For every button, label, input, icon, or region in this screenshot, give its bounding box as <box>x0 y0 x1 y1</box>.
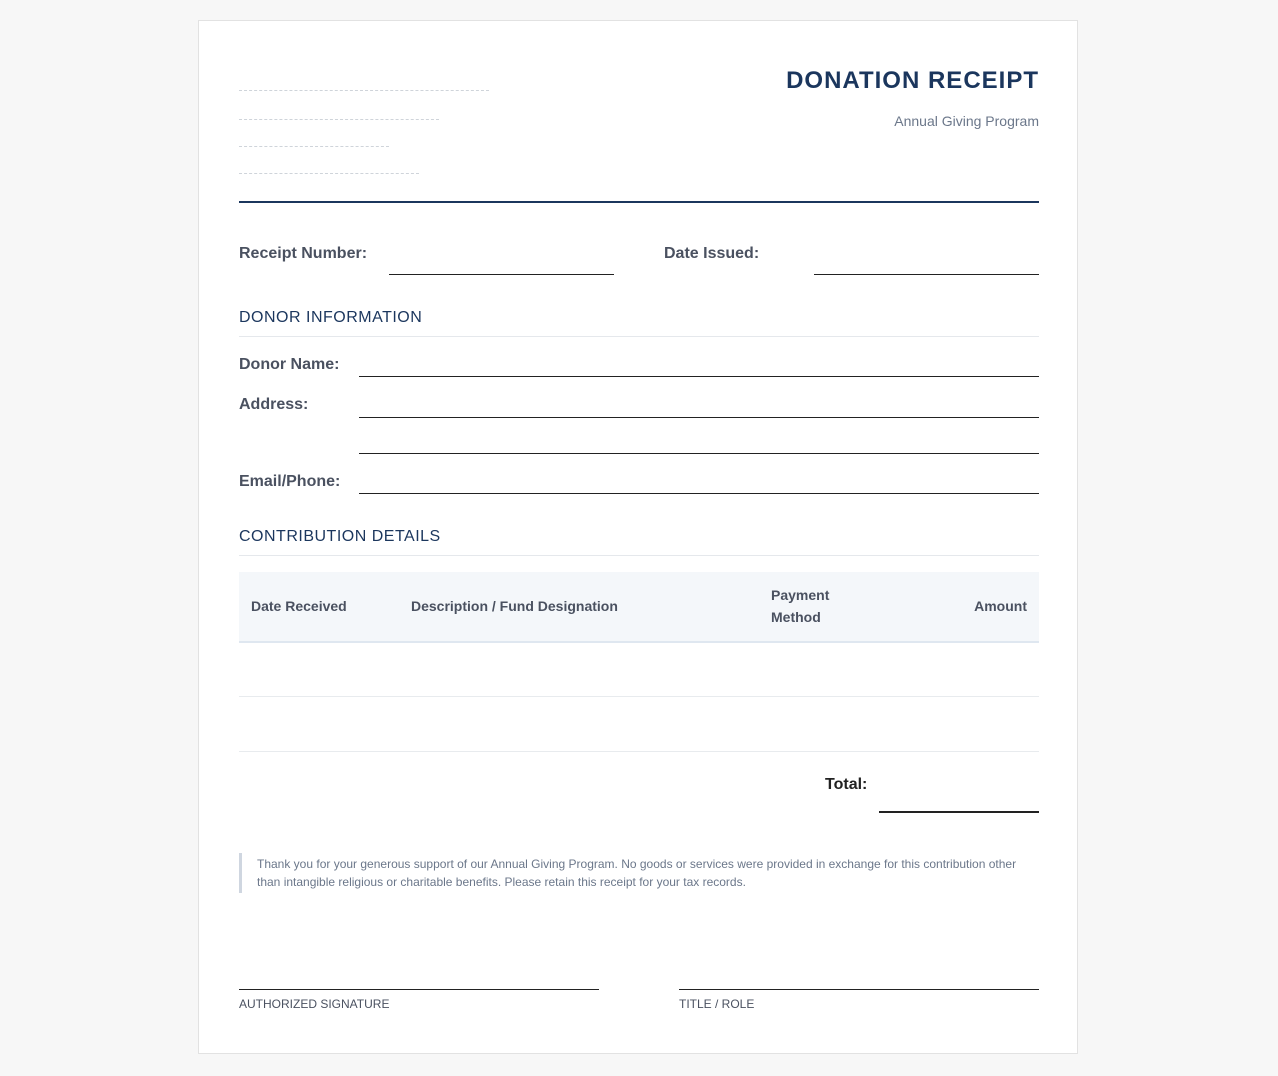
receipt-number-label: Receipt Number: <box>239 245 368 262</box>
donor-name-field[interactable] <box>359 376 1039 377</box>
total-label: Total: <box>825 776 868 793</box>
column-amount: Amount <box>974 598 1027 614</box>
title-role-label: TITLE / ROLE <box>679 997 755 1011</box>
column-payment-method: Payment Method <box>771 587 830 625</box>
donor-name-label: Donor Name: <box>239 356 340 373</box>
email-phone-label: Email/Phone: <box>239 473 341 490</box>
address-field-line-2[interactable] <box>359 453 1039 454</box>
document-title: DONATION RECEIPT <box>786 67 1039 94</box>
header-divider <box>239 201 1039 203</box>
date-issued-label: Date Issued: <box>664 245 760 262</box>
address-label: Address: <box>239 396 309 413</box>
thank-you-note: Thank you for your generous support of our Annual Giving Program. No goods or services were provided in exchange for this contribution other than intangible religious or charitable benefits. Please retain this receipt for your tax records. <box>239 853 1039 893</box>
org-contact-line <box>239 173 419 174</box>
receipt-page <box>198 20 1078 1054</box>
authorized-signature-label: AUTHORIZED SIGNATURE <box>239 997 390 1011</box>
table-row[interactable] <box>239 751 1039 752</box>
document-subtitle: Annual Giving Program <box>894 113 1039 129</box>
total-field[interactable] <box>879 811 1039 813</box>
email-phone-field[interactable] <box>359 493 1039 494</box>
contribution-section-title: CONTRIBUTION DETAILS <box>239 528 441 545</box>
org-name-line <box>239 90 489 91</box>
column-date-received: Date Received <box>251 598 347 614</box>
title-role-field[interactable] <box>679 989 1039 990</box>
address-field-line-1[interactable] <box>359 417 1039 418</box>
date-issued-field[interactable] <box>814 274 1039 275</box>
contribution-table-header <box>239 572 1039 643</box>
table-row[interactable] <box>239 696 1039 697</box>
column-description: Description / Fund Designation <box>411 598 618 614</box>
donor-section-title: DONOR INFORMATION <box>239 309 423 326</box>
contribution-section-divider <box>239 555 1039 556</box>
authorized-signature-field[interactable] <box>239 989 599 990</box>
donor-section-divider <box>239 336 1039 337</box>
receipt-number-field[interactable] <box>389 274 614 275</box>
org-address-line-2 <box>239 146 389 147</box>
org-address-line-1 <box>239 119 439 120</box>
